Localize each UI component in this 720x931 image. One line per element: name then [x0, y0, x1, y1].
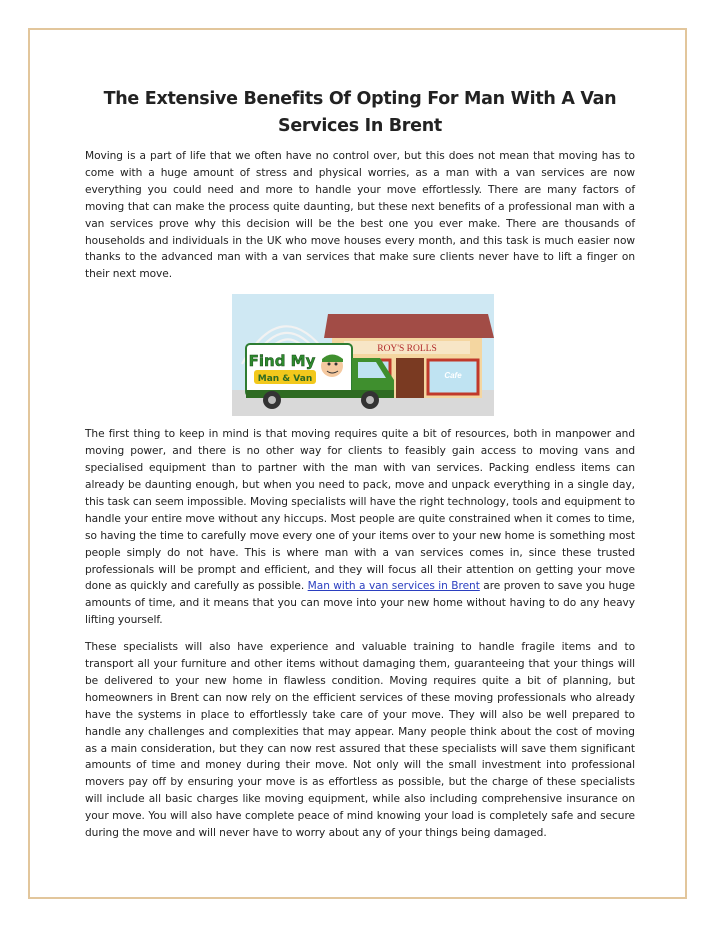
shop-sign: ROY'S ROLLS	[377, 344, 437, 355]
moving-van-illustration	[232, 294, 494, 416]
paragraph-intro: Moving is a part of life that we often have no control over, but this does not mean that moving has to come with a huge amount of stress and physical worries, as a man with a van services are now everything you could need and more to handle your move effortlessly. There are many factors of moving that can make the process quite daunting, but these next benefits of a professional man with a van services prove why this decision will be the best one you ever make. There are thousands of households and individuals in the UK who move houses every month, and this task is much easier now thanks to the advanced man with a van services that make sure clients never have to lift a finger on their next move.	[85, 150, 635, 281]
document-title: The Extensive Benefits Of Opting For Man With A Van Services In Brent	[103, 89, 617, 136]
window-right-label: Cafe	[444, 371, 462, 381]
paragraph-resources-text-a: The first thing to keep in mind is that moving requires quite a bit of resources, both in manpower and moving power, and there is no other way for clients to feasibly gain access to moving vans and specialised equipment than to partner with the man with van services. Packing endless items can already be daunting enough, but when you need to pack, move and unpack everything in a single day, this task can seem impossible. Moving specialists will have the right technology, tools and equipment to handle your entire move without any hiccups. Most people are quite constrained when it comes to time, so having the time to carefully move every one of your items over to your new home is something most people simply do not have. This is where man with a van services comes in, since these trusted professionals will be prompt and efficient, and they will focus all their attention on getting your move done as quickly and carefully as possible.	[85, 428, 635, 593]
van-logo-line2: Man & Van	[257, 374, 313, 385]
paragraph-resources-text-b: are proven to save you huge amounts of time, and it means that you can move into your new home without having to do any heavy lifting yourself.	[85, 580, 635, 627]
paragraph-specialists: These specialists will also have experience and valuable training to handle fragile items and to transport all your furniture and other items without damaging them, guaranteeing that your things will be delivered to your new home in flawless condition. Moving requires quite a bit of planning, but homeowners in Brent can now rely on the efficient services of these moving professionals who already have the systems in place to effortlessly take care of your move. They will also be well prepared to handle any challenges and complexities that may appear. Many people think about the cost of moving as a main consideration, but they can now rest assured that these specialists will save them significant amounts of time and money during their move. Not only will the small investment into professional movers pay off by ensuring your move is as effortless as possible, but the charge of these specialists will include all basic charges like moving equipment, while also including comprehensive insurance on your move. You will also have complete peace of mind knowing your load is completely safe and secure during the move and will never have to worry about any of your things being damaged.	[85, 641, 635, 840]
paragraph-resources	[85, 426, 635, 629]
van-logo-line1: Find My	[248, 352, 316, 371]
document-page	[85, 86, 635, 842]
brent-services-link[interactable]: Man with a van services in Brent	[307, 580, 480, 593]
